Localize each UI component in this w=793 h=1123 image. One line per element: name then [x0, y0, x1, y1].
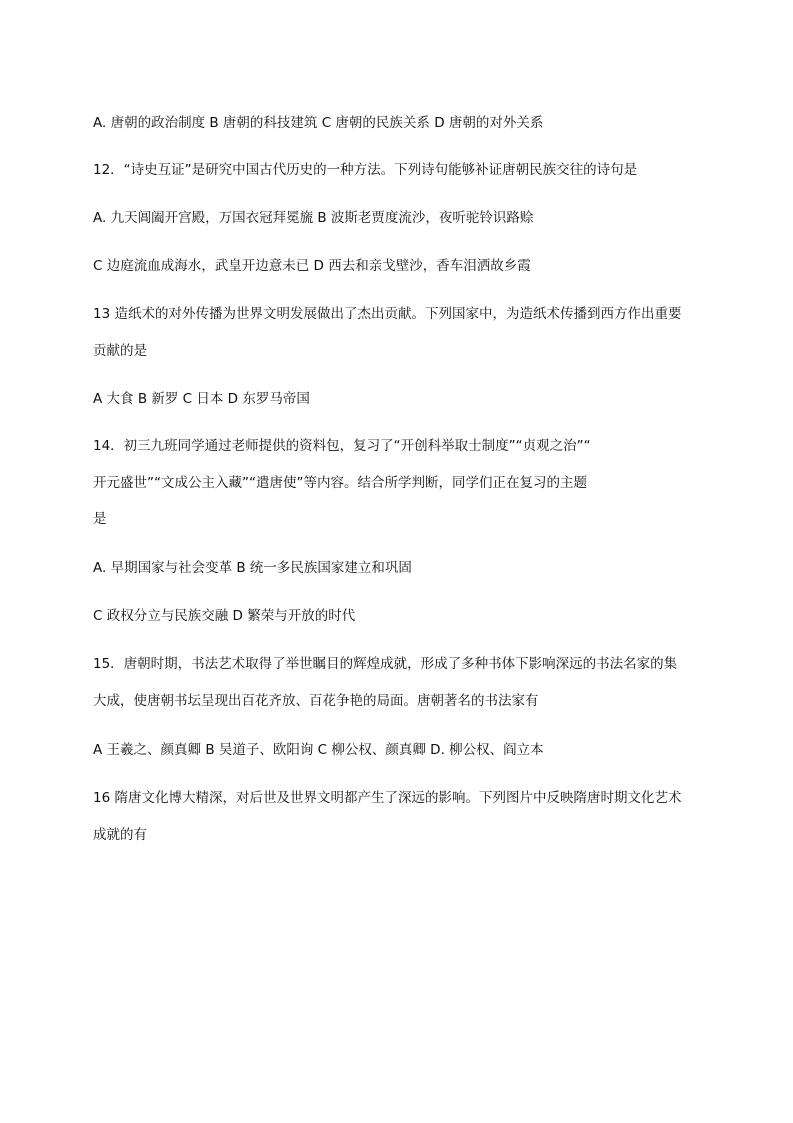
q15-stem-line1: 15．唐朝时期，书法艺术取得了举世瞩目的辉煌成就，形成了多种书体下影响深远的书法名家的集	[93, 656, 678, 672]
q15-options: A 王羲之、颜真卿 B 吴道子、欧阳询 C 柳公权、颜真卿 D. 柳公权、阎立本	[93, 742, 544, 758]
q13-options: A 大食 B 新罗 C 日本 D 东罗马帝国	[93, 391, 310, 407]
q12-options-ab: A. 九天阊阖开宫殿，万国衣冠拜冕旒 B 波斯老贾度流沙，夜听驼铃识路赊	[93, 210, 534, 226]
q12-options-cd: C 边庭流血成海水，武皇开边意未已 D 西去和亲戈壁沙，香车泪洒故乡霞	[93, 258, 531, 274]
q14-stem-line2: 开元盛世”“文成公主入藏”“遣唐使”等内容。结合所学判断，同学们正在复习的主题	[93, 475, 587, 491]
q14-options-ab: A. 早期国家与社会变革 B 统一多民族国家建立和巩固	[93, 560, 412, 576]
q13-stem-line1: 13 造纸术的对外传播为世界文明发展做出了杰出贡献。下列国家中，为造纸术传播到西方作出重要	[93, 306, 682, 322]
q15-stem-line2: 大成，使唐朝书坛呈现出百花齐放、百花争艳的局面。唐朝著名的书法家有	[93, 693, 539, 709]
q16-stem-line2: 成就的有	[93, 827, 147, 843]
q11-options: A. 唐朝的政治制度 B 唐朝的科技建筑 C 唐朝的民族关系 D 唐朝的对外关系	[93, 115, 544, 131]
q14-stem-line3: 是	[93, 511, 107, 527]
q14-options-cd: C 政权分立与民族交融 D 繁荣与开放的时代	[93, 608, 356, 624]
q12-stem: 12．“诗史互证”是研究中国古代历史的一种方法。下列诗句能够补证唐朝民族交往的诗句是	[93, 162, 638, 178]
q14-stem-line1: 14．初三九班同学通过老师提供的资料包，复习了“开创科举取士制度”“贞观之治”“	[93, 438, 591, 454]
q13-stem-line2: 贡献的是	[93, 343, 147, 359]
q16-stem-line1: 16 隋唐文化博大精深，对后世及世界文明都产生了深远的影响。下列图片中反映隋唐时期文化艺术	[93, 790, 682, 806]
